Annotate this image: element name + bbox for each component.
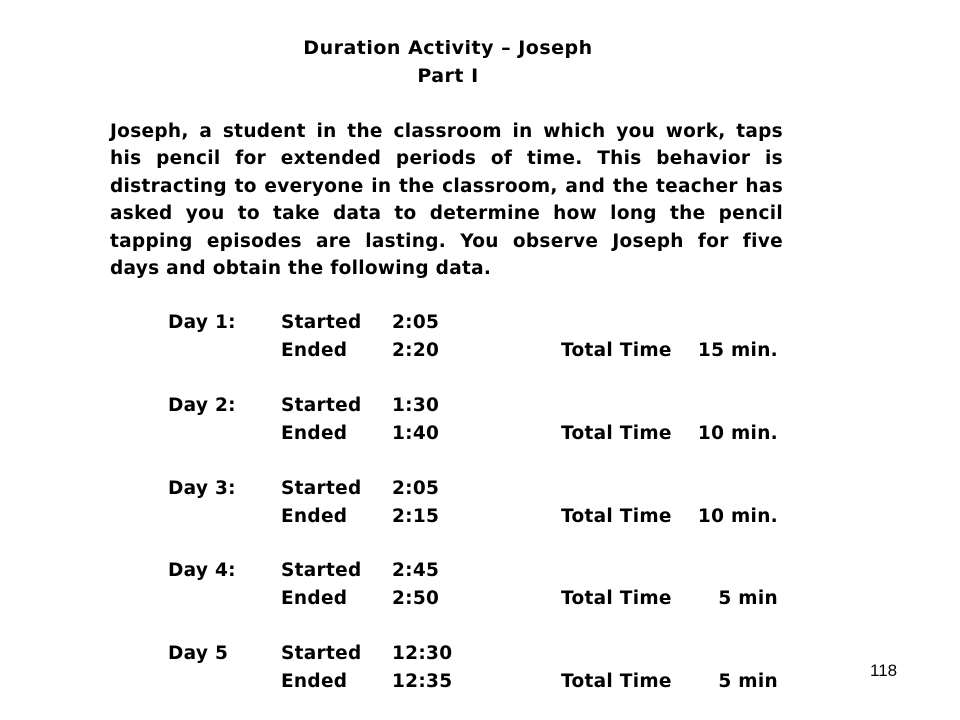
end-time: 2:15 — [392, 506, 440, 527]
total-time-label: Total Time — [561, 506, 672, 527]
day-record — [0, 312, 960, 368]
paragraph-line: tapping episodes are lasting. You observe Joseph for five — [110, 230, 783, 252]
start-time: 1:30 — [392, 395, 440, 416]
day-label: Day 3: — [168, 478, 236, 499]
paragraph-line: days and obtain the following data. — [110, 258, 492, 280]
end-time: 12:35 — [392, 671, 453, 692]
start-time: 2:05 — [392, 478, 440, 499]
paragraph-line: Joseph, a student in the classroom in which you work, taps — [110, 121, 783, 142]
total-time-value: 15 min. — [697, 340, 778, 361]
scenario-paragraph — [110, 118, 783, 282]
total-time-value: 10 min. — [697, 506, 778, 527]
started-label: Started — [281, 560, 362, 581]
total-time-label: Total Time — [561, 588, 672, 609]
total-time-label: Total Time — [561, 340, 672, 361]
ended-label: Ended — [281, 506, 348, 527]
day-record — [0, 395, 960, 451]
started-label: Started — [281, 395, 362, 416]
start-time: 2:45 — [392, 560, 440, 581]
paragraph-line: asked you to take data to determine how long the pencil — [110, 203, 783, 225]
ended-label: Ended — [281, 423, 348, 444]
day-label: Day 4: — [168, 560, 236, 581]
paragraph-line: distracting to everyone in the classroom, and the teacher has — [110, 175, 783, 197]
start-time: 12:30 — [392, 643, 453, 664]
ended-label: Ended — [281, 588, 348, 609]
document-subtitle: Part I — [417, 65, 479, 87]
started-label: Started — [281, 312, 362, 333]
start-time: 2:05 — [392, 312, 440, 333]
end-time: 2:20 — [392, 340, 440, 361]
day-record — [0, 478, 960, 534]
paragraph-line: his pencil for extended periods of time. This behavior is — [110, 148, 783, 170]
day-record — [0, 643, 960, 699]
day-label: Day 5 — [168, 643, 229, 664]
end-time: 2:50 — [392, 588, 440, 609]
total-time-value: 5 min — [718, 671, 778, 692]
started-label: Started — [281, 478, 362, 499]
day-record — [0, 560, 960, 616]
ended-label: Ended — [281, 671, 348, 692]
page-number: 118 — [870, 661, 898, 680]
end-time: 1:40 — [392, 423, 440, 444]
total-time-label: Total Time — [561, 671, 672, 692]
day-label: Day 1: — [168, 312, 236, 333]
day-label: Day 2: — [168, 395, 236, 416]
total-time-value: 10 min. — [697, 423, 778, 444]
started-label: Started — [281, 643, 362, 664]
document-title: Duration Activity – Joseph — [303, 37, 593, 59]
total-time-value: 5 min — [718, 588, 778, 609]
ended-label: Ended — [281, 340, 348, 361]
total-time-label: Total Time — [561, 423, 672, 444]
